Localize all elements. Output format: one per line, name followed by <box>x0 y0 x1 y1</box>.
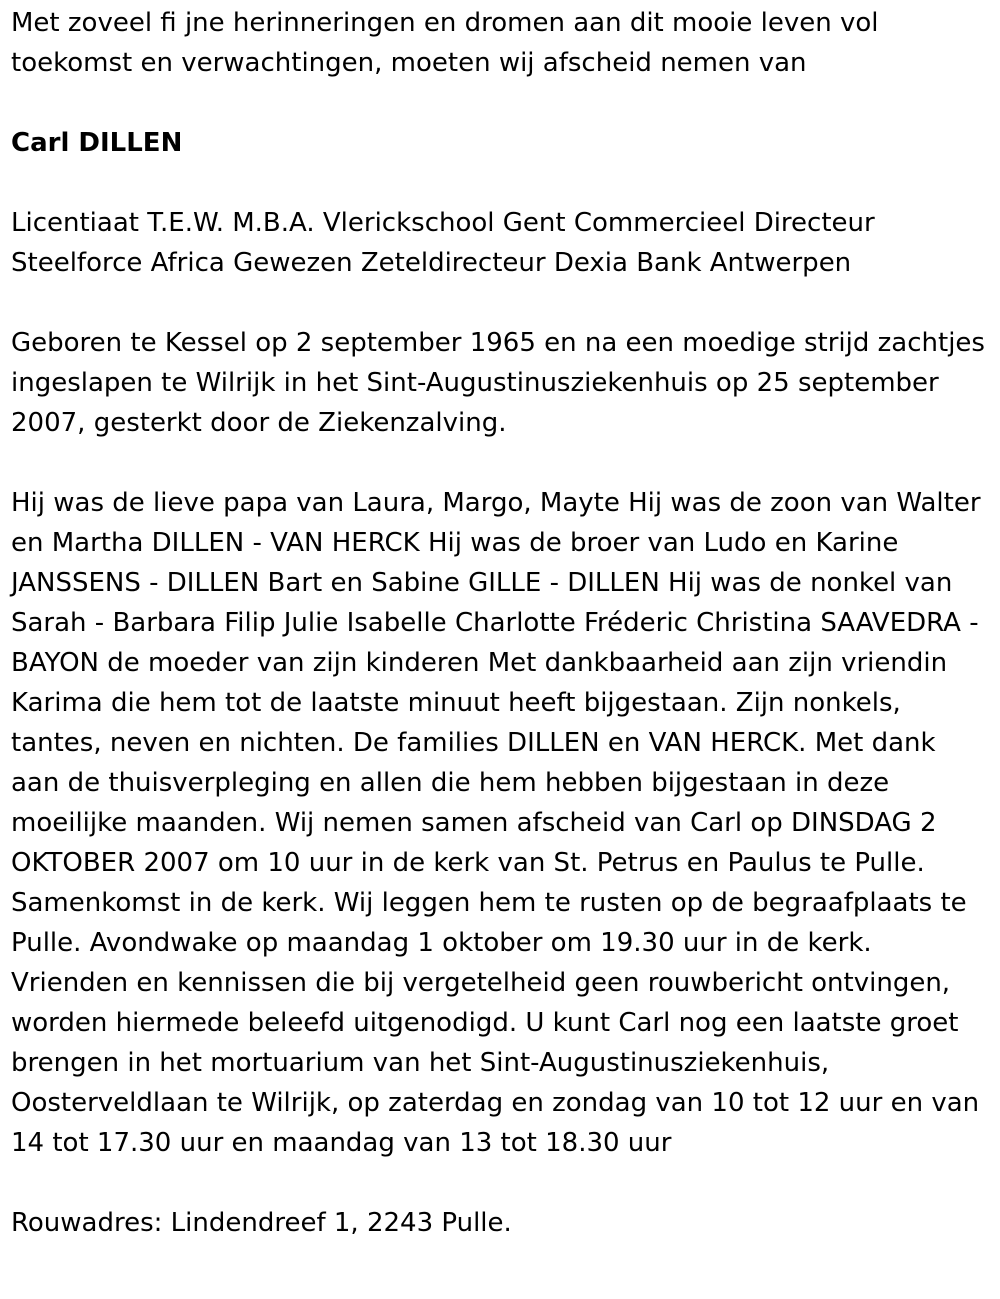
mourning-address: Rouwadres: Lindendreef 1, 2243 Pulle. <box>11 1208 512 1238</box>
family-service-paragraph: Hij was de lieve papa van Laura, Margo, Mayte Hij was de zoon van Walter en Martha DILLEN - VAN HERCK Hij was de broer van Ludo en Karine JANSSENS - DILLEN Bart en Sabine GILLE - DILLEN Hij was de nonkel van Sarah - Barbara Filip Julie Isabelle Charlotte Fréderic Christina SAAVEDRA - BAYON de moeder van zijn kinderen Met dankbaarheid aan zijn vriendin Karima die hem tot de laatste minuut heeft bijgestaan. Zijn nonkels, tantes, neven en nichten. De families DILLEN en VAN HERCK. Met dank aan de thuisverpleging en allen die hem hebben bijgestaan in deze moeilijke maanden. Wij nemen samen afscheid van Carl op DINSDAG 2 OKTOBER 2007 om 10 uur in de kerk van St. Petrus en Paulus te Pulle. Samenkomst in de kerk. Wij leggen hem te rusten op de begraafplaats te Pulle. Avondwake op maandag 1 oktober om 19.30 uur in de kerk. Vrienden en kennissen die bij vergetelheid geen rouwbericht ontvingen, worden hiermede beleefd uitgenodigd. U kunt Carl nog een laatste groet brengen in het mortuarium van het Sint-Augustinusziekenhuis, Oosterveldlaan te Wilrijk, op zaterdag en zondag van 10 tot 12 uur en van 14 tot 17.30 uur en maandag van 13 tot 18.30 uur <box>11 488 981 1158</box>
birth-death-paragraph: Geboren te Kessel op 2 september 1965 en na een moedige strijd zachtjes ingeslapen te Wilrijk in het Sint-Augustinusziekenhuis op 25 september 2007, gesterkt door de Ziekenzalving. <box>11 328 985 438</box>
titles-paragraph: Licentiaat T.E.W. M.B.A. Vlerickschool Gent Commercieel Directeur Steelforce Africa Gewezen Zeteldirecteur Dexia Bank Antwerpen <box>11 208 875 278</box>
death-notice <box>11 3 991 1243</box>
intro-paragraph: Met zoveel fi jne herinneringen en dromen aan dit mooie leven vol toekomst en verwachtingen, moeten wij afscheid nemen van <box>11 8 879 78</box>
deceased-name: Carl DILLEN <box>11 128 183 158</box>
